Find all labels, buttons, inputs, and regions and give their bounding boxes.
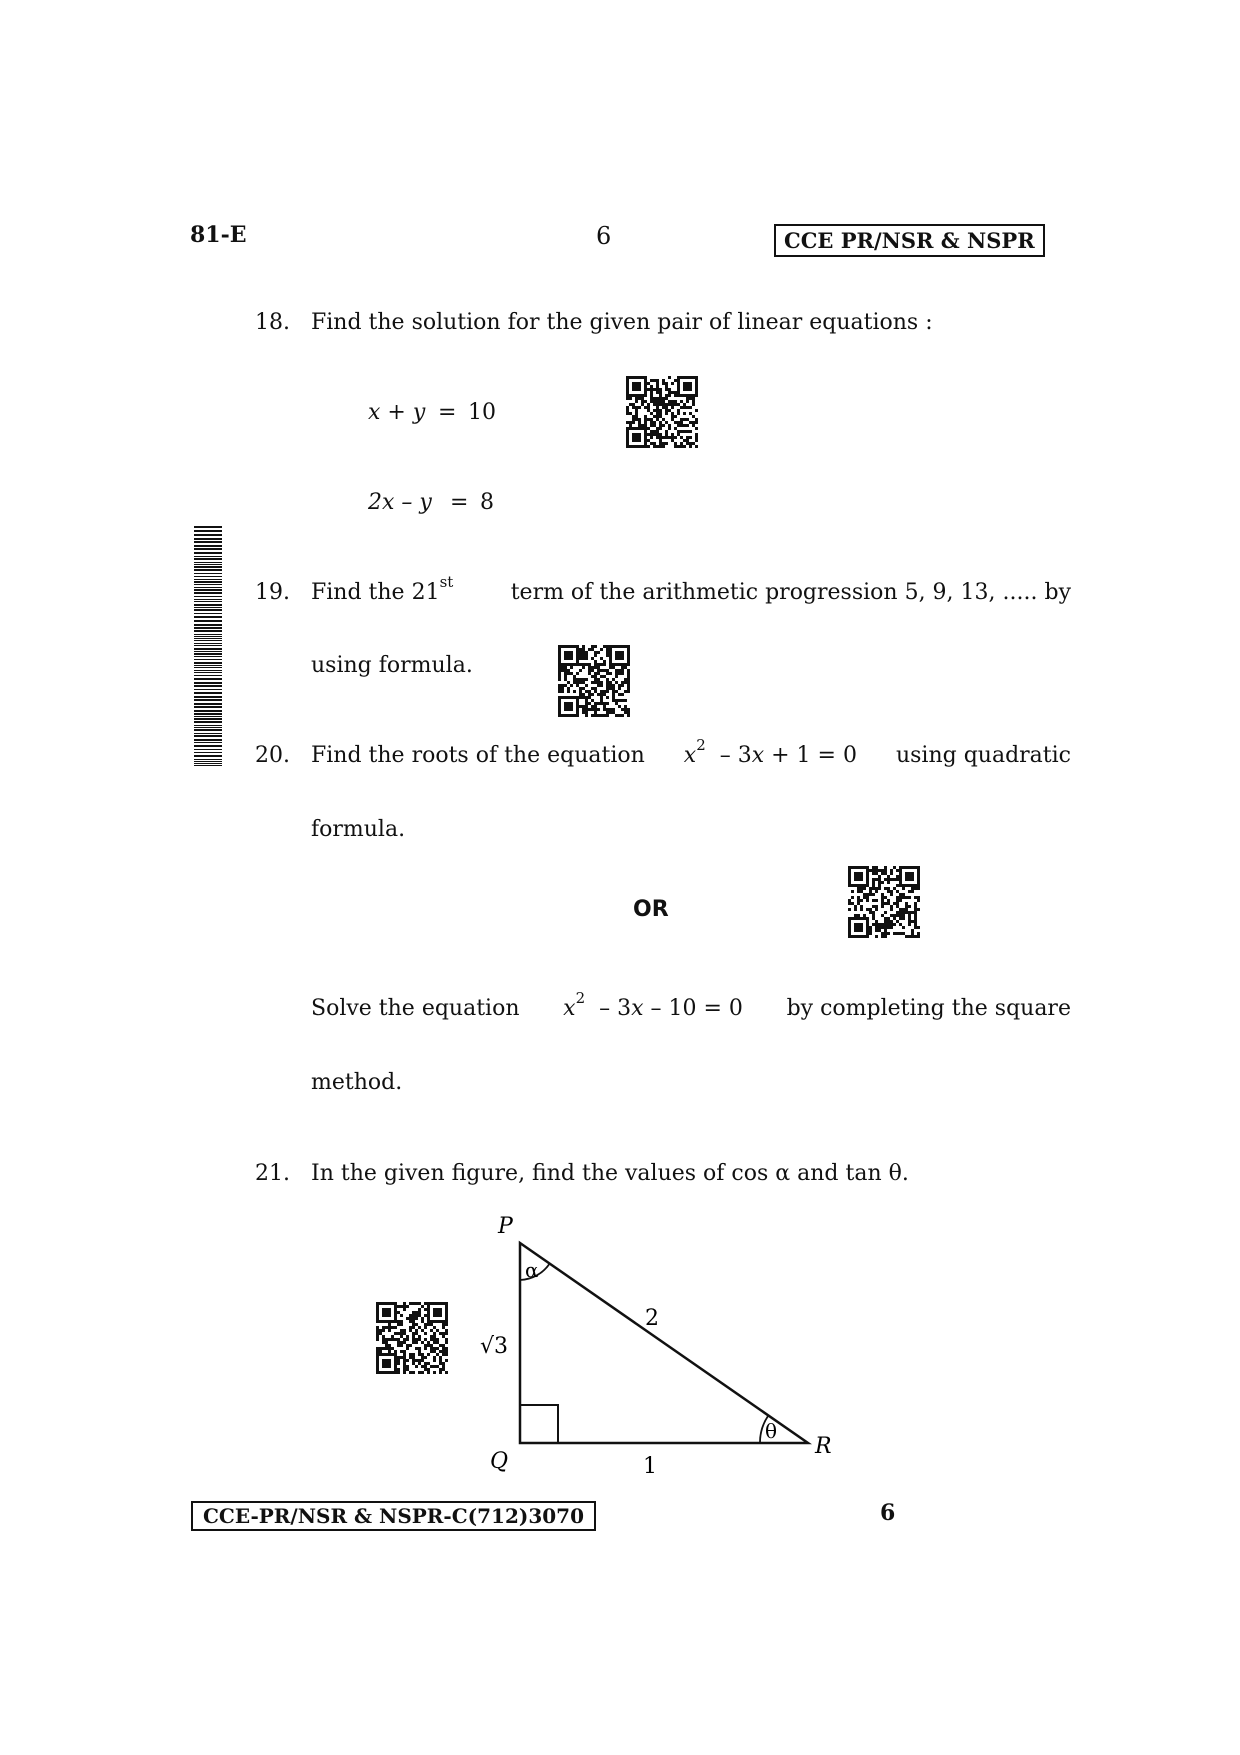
side-pr-label: 2 — [645, 1306, 659, 1331]
page-number: 6 — [596, 222, 612, 250]
question-20-alt-line-1: Solve the equation $x^2 - 3x - 10 = 0$ by completing the square — [311, 988, 1071, 1021]
paper-code: 81-E — [190, 222, 247, 248]
angle-theta-label: θ — [765, 1419, 778, 1443]
equation-2-lhs: 2x – y — [368, 490, 432, 515]
angle-alpha-label: α — [525, 1258, 539, 1282]
vertex-p-label: P — [498, 1214, 513, 1239]
equation-1-rhs: 10 — [468, 400, 496, 425]
question-number-21: 21. — [255, 1161, 290, 1186]
or-separator: OR — [633, 897, 669, 922]
barcode — [194, 526, 222, 766]
qr-code-icon — [626, 376, 698, 448]
equation-1-equals: = — [438, 400, 457, 425]
equation-1-lhs: x + y — [368, 400, 426, 425]
question-18-text: Find the solution for the given pair of linear equations : — [311, 310, 933, 335]
vertex-r-label: R — [815, 1434, 832, 1459]
question-19-line-1: Find the 21st term of the arithmetic progression 5, 9, 13, ..... by — [311, 572, 1071, 605]
vertex-q-label: Q — [490, 1449, 509, 1474]
question-20-line-2: formula. — [311, 817, 406, 842]
footer-page-number: 6 — [880, 1500, 896, 1526]
footer-series-code: CCE-PR/NSR & NSPR-C(712)3070 — [191, 1501, 596, 1531]
question-20-line-1: Find the roots of the equation $x^2 - 3x + 1 = 0$ using quadratic — [311, 735, 1071, 768]
qr-code-icon — [558, 645, 630, 717]
series-box: CCE PR/NSR & NSPR — [774, 224, 1045, 257]
equation-2-equals: = — [450, 490, 469, 515]
side-qr-label: 1 — [643, 1454, 657, 1479]
quadratic-equation-1: $x^2 - 3x + 1 = 0$ — [683, 735, 857, 768]
triangle-figure — [470, 1210, 840, 1480]
question-number-19: 19. — [255, 580, 290, 605]
question-number-18: 18. — [255, 310, 290, 335]
question-21-text: In the given figure, find the values of cos α and tan θ. — [311, 1161, 909, 1186]
qr-code-icon — [848, 866, 920, 938]
qr-code-icon — [376, 1302, 448, 1374]
equation-2-rhs: 8 — [480, 490, 494, 515]
quadratic-equation-2: $x^2 - 3x - 10 = 0$ — [563, 988, 743, 1021]
side-pq-label: √3 — [480, 1334, 509, 1359]
question-19-line-2: using formula. — [311, 653, 473, 678]
question-number-20: 20. — [255, 743, 290, 768]
question-20-alt-line-2: method. — [311, 1070, 403, 1095]
